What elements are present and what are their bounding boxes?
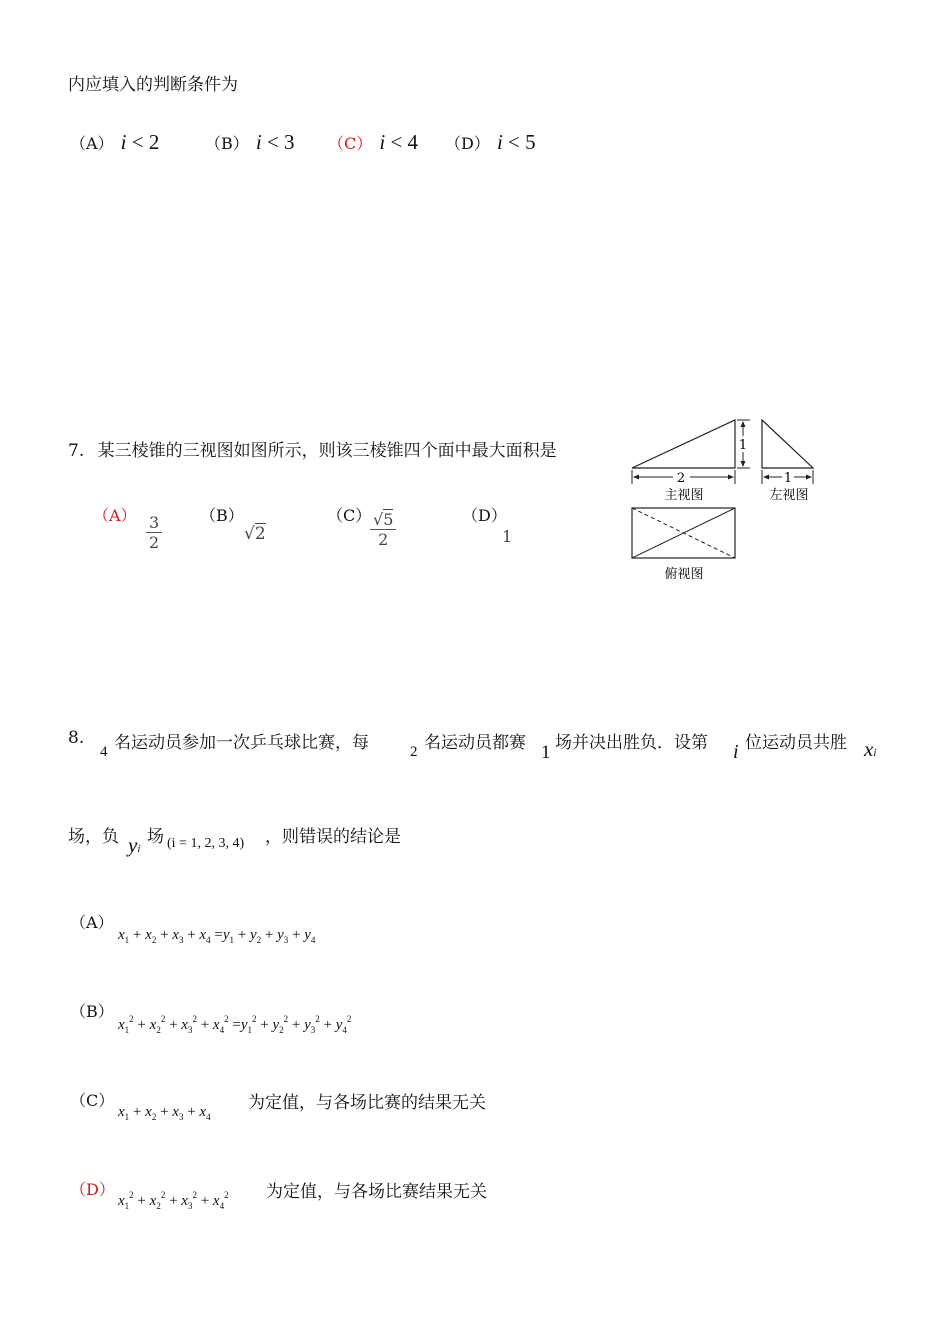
q6-option-c — [328, 130, 418, 155]
q8-text-1: 名运动员参加一次乒乓球比赛，每 — [114, 733, 369, 753]
q7-number: 7. — [68, 441, 85, 461]
q8-line2-a: 场，负 — [68, 827, 119, 847]
q8-option-c-expr: $x_1 + x_2 + x_3 + x_4$ — [118, 1104, 211, 1122]
front-width-label: 2 — [676, 471, 686, 486]
q7-option-a-value: $\frac{3}{2}$ — [146, 513, 162, 552]
q7-option-b-value: √2 — [244, 524, 266, 544]
q8-range: (i = 1, 2, 3, 4) — [167, 836, 245, 851]
q8-option-b-label: （B） — [70, 1002, 114, 1021]
q6-option-a-expr: i < 2 — [120, 130, 160, 154]
top-view — [632, 508, 735, 558]
q8-line2-c: ，则错误的结论是 — [265, 827, 401, 847]
side-view-caption: 左视图 — [769, 488, 809, 503]
q6-option-d — [445, 130, 536, 155]
q6-stem-tail: 内应填入的判断条件为 — [68, 75, 238, 95]
q7-text: 某三棱锥的三视图如图所示，则该三棱锥四个面中最大面积是 — [97, 441, 557, 461]
top-view-caption: 俯视图 — [664, 567, 704, 582]
front-view — [632, 420, 750, 484]
q8-n-games: 1 — [541, 742, 551, 763]
q8-text-4: 位运动员共胜 — [745, 733, 847, 753]
q6-option-d-expr: i < 5 — [496, 130, 536, 154]
q7-option-b-label: （B） — [200, 506, 244, 525]
q6-option-a-label: （A） — [70, 134, 114, 153]
front-view-caption: 主视图 — [664, 488, 704, 503]
q7-stem — [68, 436, 557, 461]
q6-option-c-expr: i < 4 — [379, 130, 419, 154]
q8-option-c-text: 为定值，与各场比赛的结果无关 — [248, 1093, 486, 1113]
front-height-label: 1 — [738, 438, 748, 453]
q8-n-players: 4 — [100, 744, 108, 760]
q8-text-2: 名运动员都赛 — [424, 733, 526, 753]
q8-text-3: 场并决出胜负．设第 — [555, 733, 708, 753]
q8-var-i: i — [733, 741, 739, 763]
q8-option-d-expr: $x_1^2 + x_2^2 + x_3^2 + x_4^2$ — [118, 1190, 229, 1211]
q6-option-a — [70, 130, 159, 155]
q6-option-b-label: （B） — [205, 134, 249, 153]
q8-option-c-label: （C） — [70, 1091, 115, 1110]
q8-option-a-label: （A） — [70, 913, 114, 932]
q6-option-c-label: （C） — [328, 134, 373, 153]
q7-option-d-label: （D） — [462, 506, 507, 525]
q8-option-a-expr: $x_1 + x_2 + x_3 + x_4 =y_1 + y_2 + y_3 + y_4$ — [118, 927, 316, 945]
q8-line2-b: 场 — [147, 827, 164, 847]
q6-option-b — [205, 130, 295, 155]
q6-option-d-label: （D） — [445, 134, 490, 153]
q7-option-c-label: （C） — [327, 506, 372, 525]
q6-option-b-expr: i < 3 — [255, 130, 295, 154]
q8-var-x-i: xi — [864, 737, 877, 761]
side-width-label: 1 — [783, 471, 793, 486]
q8-n-pair: 2 — [410, 744, 418, 760]
q8-option-d-text: 为定值，与各场比赛结果无关 — [266, 1182, 487, 1202]
q7-option-d-value: 1 — [502, 527, 513, 546]
q8-option-b-expr: $x_1^2 + x_2^2 + x_3^2 + x_4^2 =y_1^2 + y_2^2 + y_3^2 + y_4^2$ — [118, 1014, 352, 1035]
q8-number: 8. — [68, 728, 85, 748]
q8-option-d-label: （D） — [70, 1180, 115, 1199]
q7-option-a-label: （A） — [93, 506, 137, 525]
q7-option-c-value: $\frac{√5}{2}$ — [370, 510, 396, 549]
three-view-figure — [626, 414, 826, 589]
q8-var-y-i: yi — [128, 833, 141, 857]
